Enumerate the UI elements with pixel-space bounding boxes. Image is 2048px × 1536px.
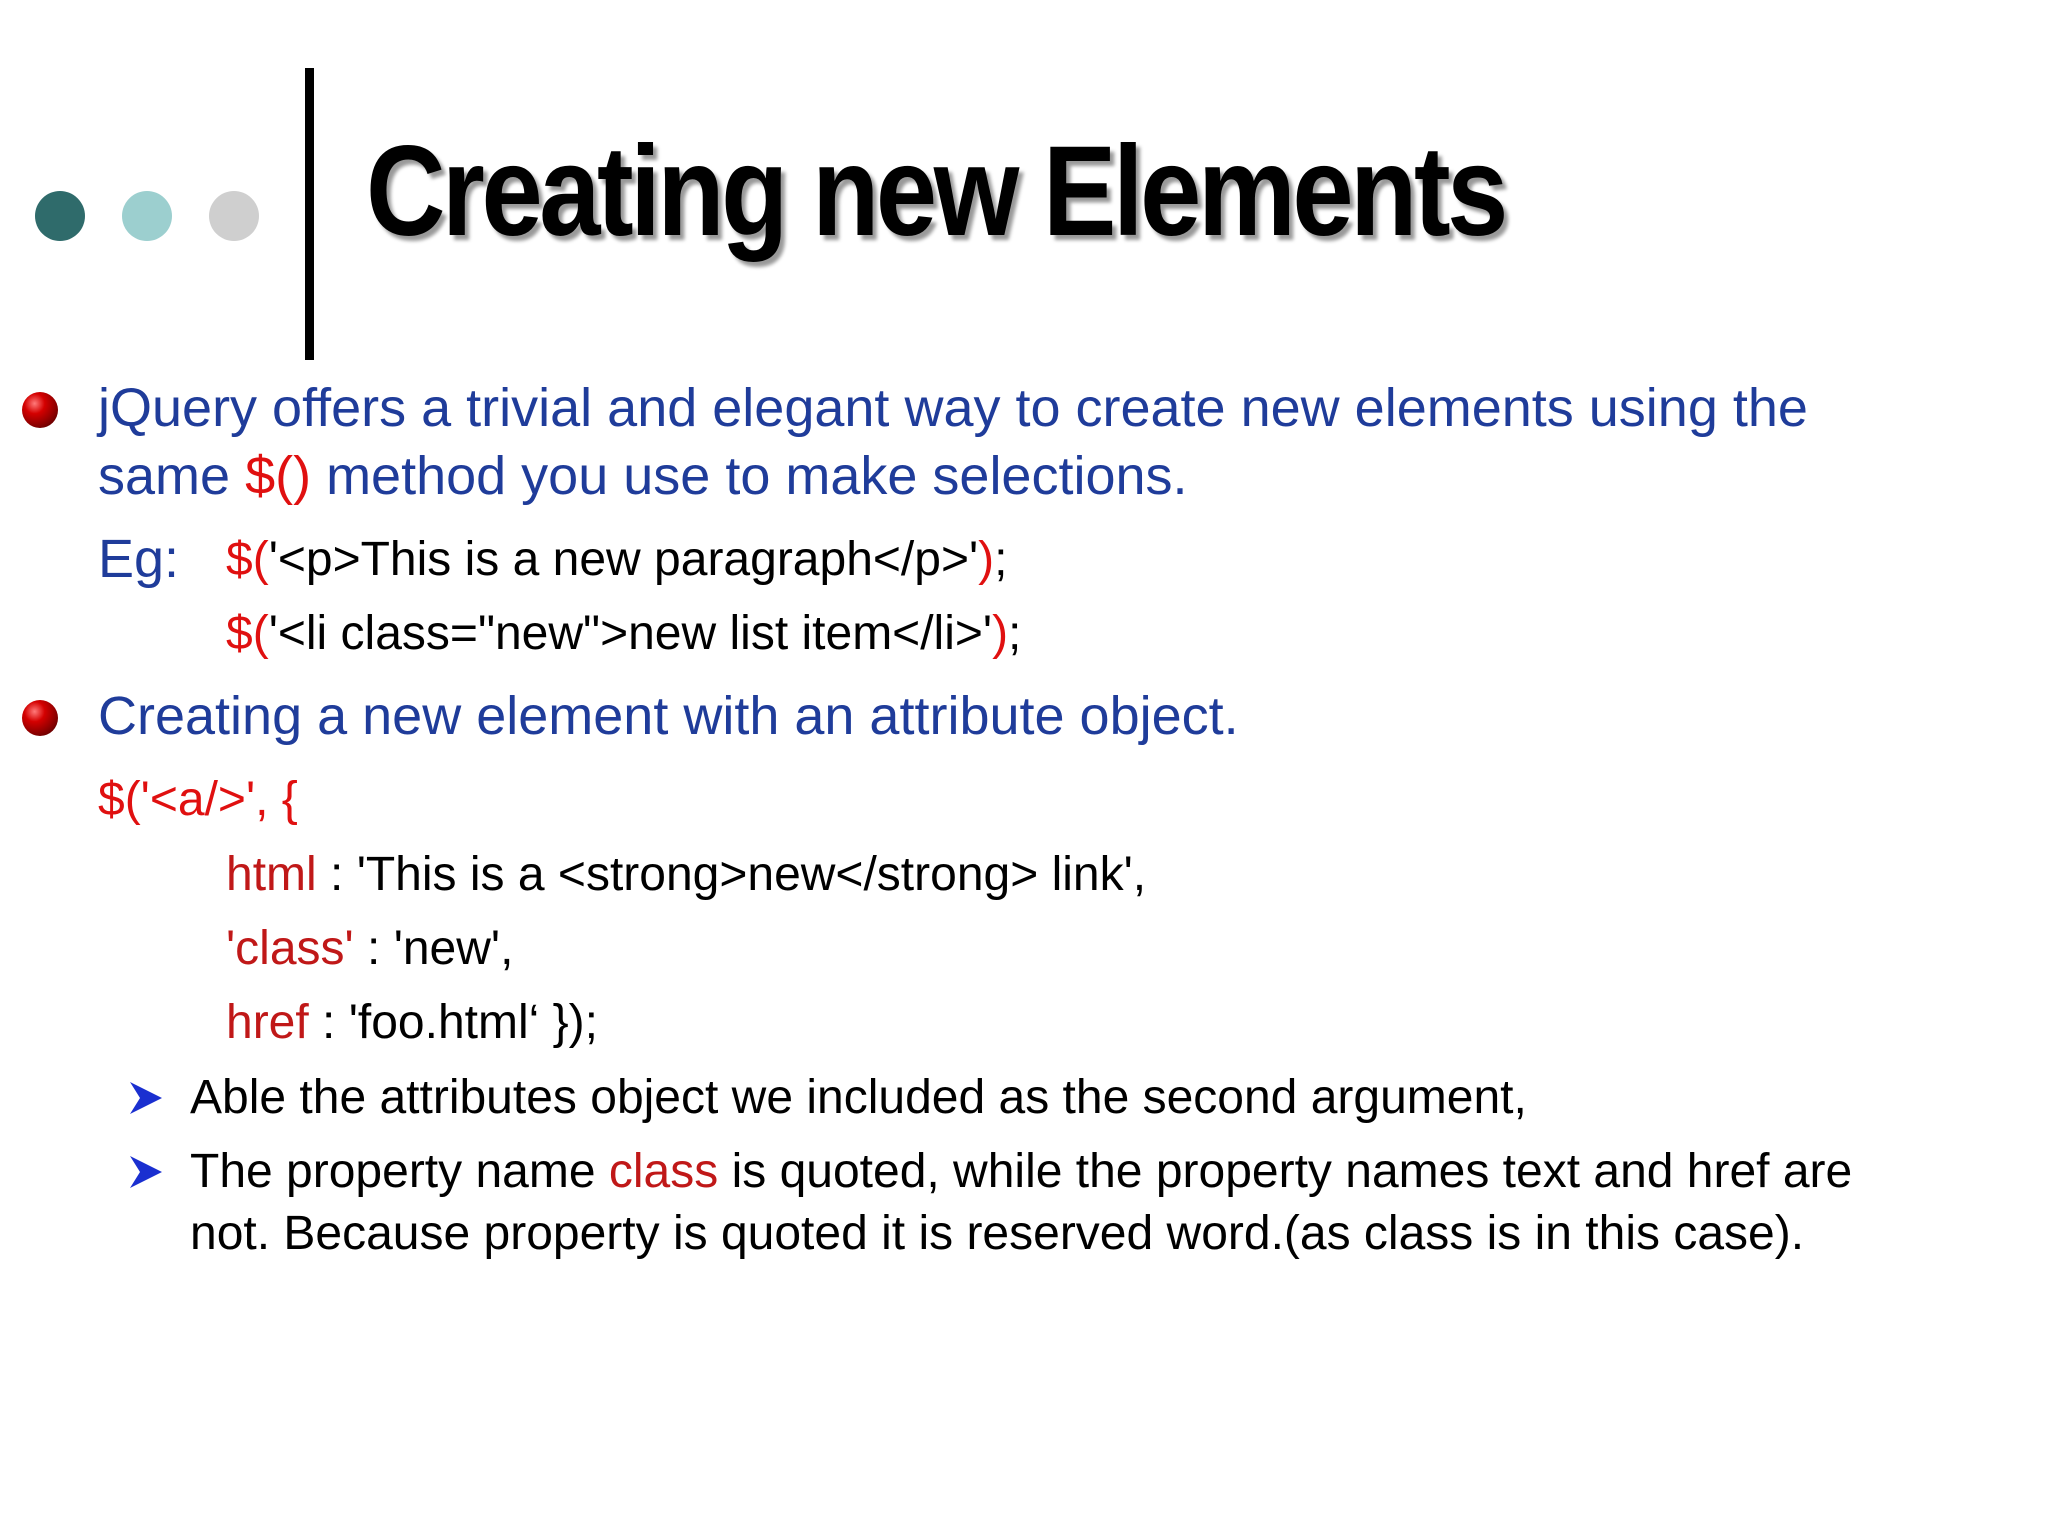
example-label: Eg: — [98, 529, 180, 589]
attr-code-html — [226, 845, 1146, 905]
title-divider — [305, 68, 314, 360]
example-code-1-open: $( — [226, 533, 269, 586]
bullet2-text: Creating a new element with an attribute object. — [98, 686, 1239, 746]
attr-code-html-key: html — [226, 848, 317, 901]
example-code-2-body: '<li class="new">new list item</li>' — [268, 607, 993, 660]
example-code-1-body: '<p>This is a new paragraph</p>' — [268, 533, 979, 586]
attr-code-href — [226, 993, 598, 1053]
bullet1-line1: jQuery offers a trivial and elegant way to create new elements using the — [98, 378, 1808, 438]
attr-code-open: $('<a/>', { — [98, 773, 298, 826]
attr-code-class-val: : 'new', — [353, 922, 514, 975]
attr-code-class — [226, 919, 513, 979]
arrow-bullet-icon — [126, 1078, 166, 1118]
bullet-icon — [22, 392, 58, 428]
attr-code-href-val: : 'foo.html‘ }); — [308, 996, 598, 1049]
example-code-1 — [226, 530, 1007, 590]
example-code-1-end: ; — [994, 533, 1008, 586]
example-code-1-close: ) — [978, 533, 995, 586]
sub-bullet2-line2: not. Because property is quoted it is reserved word.(as class is in this case). — [190, 1207, 1805, 1260]
sub-bullet2-post: is quoted, while the property names text and href are — [718, 1145, 1853, 1198]
header-dot-teal — [122, 191, 172, 241]
arrow-bullet-icon — [126, 1152, 166, 1192]
sub-bullet2-key: class — [608, 1145, 719, 1198]
attr-code-class-key: 'class' — [226, 922, 354, 975]
header-dot-gray — [209, 191, 259, 241]
bullet1-line2 — [98, 442, 1188, 510]
sub-bullet2-pre: The property name — [190, 1145, 609, 1198]
attr-code-html-val: : 'This is a <strong>new</strong> link', — [316, 848, 1147, 901]
bullet1-line2-post: method you use to make selections. — [311, 446, 1188, 506]
bullet-icon — [22, 700, 58, 736]
bullet1-line2-code: $() — [245, 446, 312, 506]
example-code-2 — [226, 604, 1021, 664]
example-code-2-end: ; — [1008, 607, 1022, 660]
header-dot-dark — [35, 191, 85, 241]
bullet1-line2-pre: same — [98, 446, 246, 506]
example-code-2-open: $( — [226, 607, 269, 660]
slide-title: Creating new Elements — [366, 120, 1505, 263]
example-code-2-close: ) — [992, 607, 1009, 660]
attr-code-href-key: href — [226, 996, 309, 1049]
sub-bullet2-line1 — [190, 1141, 1852, 1203]
sub-bullet1-text: Able the attributes object we included as the second argument, — [190, 1071, 1527, 1124]
